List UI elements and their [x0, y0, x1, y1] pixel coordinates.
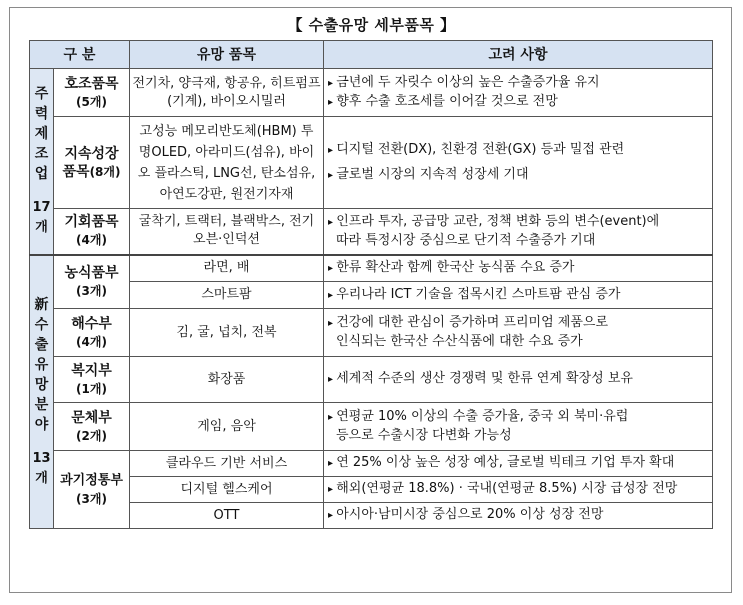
items-cell: 게임, 음악: [130, 403, 324, 451]
subcategory-cell: 문체부 (2개): [54, 403, 130, 451]
table-row: [30, 357, 713, 403]
header-items: 유망 품목: [130, 41, 324, 69]
items-cell: 스마트팜: [130, 282, 324, 309]
items-cell: 고성능 메모리반도체(HBM) 투명OLED, 아라미드(섬유), 바이오 플라스틱, LNG선, 탄소섬유, 아연도강판, 원전기자재: [130, 117, 324, 209]
table-row: [30, 309, 713, 357]
notes-cell: ▸ 세계적 수준의 생산 경쟁력 및 한류 연계 확장성 보유: [324, 357, 713, 403]
table-row: [30, 477, 713, 503]
subcategory-cell: 과기정통부 (3개): [54, 451, 130, 529]
table-row: [30, 282, 713, 309]
notes-cell: ▸ 아시아·남미시장 중심으로 20% 이상 성장 전망: [324, 503, 713, 529]
category-new-export: 新 수 출 유 망 분 야 13개: [30, 255, 54, 529]
items-cell: 화장품: [130, 357, 324, 403]
subcategory-cell: 농식품부 (3개): [54, 255, 130, 309]
header-category: 구 분: [30, 41, 130, 69]
table-row: [30, 69, 713, 117]
table-row: [30, 403, 713, 451]
table-row: [30, 451, 713, 477]
table-row: [30, 117, 713, 209]
items-cell: 클라우드 기반 서비스: [130, 451, 324, 477]
items-cell: 라면, 배: [130, 255, 324, 282]
subcategory-cell: 지속성장 품목(8개): [54, 117, 130, 209]
notes-cell: ▸ 금년에 두 자릿수 이상의 높은 수출증가율 유지 ▸ 향후 수출 호조세를 이어갈 것으로 전망: [324, 69, 713, 117]
items-cell: 굴착기, 트랙터, 블랙박스, 전기오븐·인덕션: [130, 209, 324, 255]
items-cell: 김, 굴, 넙치, 전복: [130, 309, 324, 357]
export-items-table: [29, 40, 713, 529]
items-cell: 디지털 헬스케어: [130, 477, 324, 503]
subcategory-cell: 복지부 (1개): [54, 357, 130, 403]
notes-cell: ▸ 디지털 전환(DX), 친환경 전환(GX) 등과 밀접 관련 ▸ 글로벌 시장의 지속적 성장세 기대: [324, 117, 713, 209]
table-row: [30, 503, 713, 529]
category-main-manufacturing: 주 력 제 조 업 17개: [30, 69, 54, 255]
subcategory-cell: 해수부 (4개): [54, 309, 130, 357]
subcategory-cell: 기회품목 (4개): [54, 209, 130, 255]
notes-cell: ▸ 연평균 10% 이상의 수출 증가율, 중국 외 북미·유럽 등으로 수출시장 다변화 가능성: [324, 403, 713, 451]
notes-cell: ▸ 인프라 투자, 공급망 교란, 정책 변화 등의 변수(event)에 따라 특정시장 중심으로 단기적 수출증가 기대: [324, 209, 713, 255]
notes-cell: ▸ 건강에 대한 관심이 증가하며 프리미엄 제품으로 인식되는 한국산 수산식품에 대한 수요 증가: [324, 309, 713, 357]
table-title: 【 수출유망 세부품목 】: [287, 16, 456, 34]
items-cell: OTT: [130, 503, 324, 529]
subcategory-cell: 호조품목 (5개): [54, 69, 130, 117]
items-cell: 전기차, 양극재, 항공유, 히트펌프(기계), 바이오시밀러: [130, 69, 324, 117]
notes-cell: ▸ 연 25% 이상 높은 성장 예상, 글로벌 빅테크 기업 투자 확대: [324, 451, 713, 477]
notes-cell: ▸ 해외(연평균 18.8%) · 국내(연평균 8.5%) 시장 급성장 전망: [324, 477, 713, 503]
notes-cell: ▸ 한류 확산과 함께 한국산 농식품 수요 증가: [324, 255, 713, 282]
notes-cell: ▸ 우리나라 ICT 기술을 접목시킨 스마트팜 관심 증가: [324, 282, 713, 309]
table-row: [30, 209, 713, 255]
table-row: [30, 255, 713, 282]
header-notes: 고려 사항: [324, 41, 713, 69]
